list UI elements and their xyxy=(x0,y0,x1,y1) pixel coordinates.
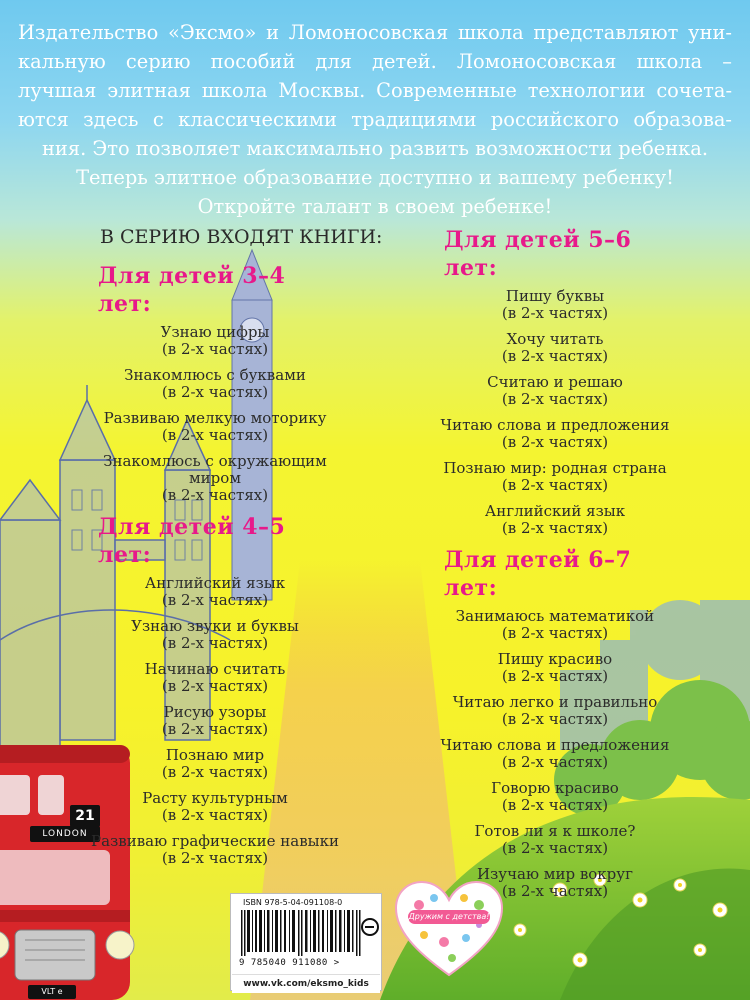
book-title: Хочу читать xyxy=(506,330,604,348)
book-title: Развиваю графические навыки xyxy=(91,832,339,850)
book-parts: (в 2-х частях) xyxy=(501,710,609,728)
isbn-label: ISBN 978-5-04-091108-0 xyxy=(243,898,343,907)
book-parts: (в 2-х частях) xyxy=(501,796,609,814)
book-parts: (в 2-х частях) xyxy=(161,340,269,358)
book-item xyxy=(90,833,340,867)
book-title: Знакомлюсь с окружающим миром xyxy=(103,452,327,487)
book-title: Начинаю считать xyxy=(144,660,286,678)
book-item xyxy=(90,367,340,401)
intro-line: ния. Это позволяет максимально развить возможности ребенка. xyxy=(42,137,708,160)
heart-sticker-text: Дружим с детства! xyxy=(408,912,490,921)
book-parts: (в 2-х частях) xyxy=(501,882,609,900)
book-title: Расту культурным xyxy=(142,789,288,807)
book-item xyxy=(430,737,680,771)
book-parts: (в 2-х частях) xyxy=(161,677,269,695)
book-title: Читаю легко и правильно xyxy=(452,693,658,711)
age-heading: Для детей 6–7 лет: xyxy=(444,547,632,601)
book-item xyxy=(90,747,340,781)
book-item xyxy=(90,661,340,695)
book-parts: (в 2-х частях) xyxy=(501,667,609,685)
intro-line: кальную серию пособий для детей. Ломоносовская школа – xyxy=(18,50,732,73)
series-title: В СЕРИЮ ВХОДЯТ КНИГИ: xyxy=(100,226,383,248)
intro-line: Откройте талант в своем ребенке! xyxy=(197,195,553,218)
book-title: Познаю мир xyxy=(165,746,265,764)
book-parts: (в 2-х частях) xyxy=(161,720,269,738)
age-heading: Для детей 5–6 лет: xyxy=(444,227,632,281)
book-parts: (в 2-х частях) xyxy=(161,763,269,781)
book-title: Английский язык xyxy=(484,502,626,520)
book-item xyxy=(430,417,680,451)
book-parts: (в 2-х частях) xyxy=(501,753,609,771)
book-item xyxy=(90,453,340,504)
book-item xyxy=(430,460,680,494)
age-group-4-5 xyxy=(90,513,340,867)
intro-line: ются здесь с классическими традициями российского образова- xyxy=(18,108,732,131)
book-item xyxy=(430,288,680,322)
book-item xyxy=(90,324,340,358)
intro-text xyxy=(18,18,732,221)
book-parts: (в 2-х частях) xyxy=(161,486,269,504)
age-group-5-6 xyxy=(430,226,680,537)
book-list-left xyxy=(90,262,340,876)
book-parts: (в 2-х частях) xyxy=(161,849,269,867)
bus-destination: LONDON xyxy=(42,829,88,839)
book-title: Читаю слова и предложения xyxy=(440,736,670,754)
book-parts: (в 2-х частях) xyxy=(161,426,269,444)
intro-line: Теперь элитное образование доступно и вашему ребенку! xyxy=(76,166,674,189)
book-item xyxy=(430,608,680,642)
book-title: Познаю мир: родная страна xyxy=(443,459,667,477)
book-title: Читаю слова и предложения xyxy=(440,416,670,434)
book-parts: (в 2-х частях) xyxy=(501,624,609,642)
heart-sticker-icon xyxy=(394,880,504,980)
book-parts: (в 2-х частях) xyxy=(501,519,609,537)
book-item xyxy=(90,618,340,652)
book-item xyxy=(430,694,680,728)
book-parts: (в 2-х частях) xyxy=(161,806,269,824)
intro-line: Издательство «Эксмо» и Ломоносовская школа представляют уни- xyxy=(18,21,732,44)
book-parts: (в 2-х частях) xyxy=(161,634,269,652)
book-item xyxy=(90,410,340,444)
bus-route-number: 21 xyxy=(75,808,95,824)
book-title: Знакомлюсь с буквами xyxy=(124,366,306,384)
book-parts: (в 2-х частях) xyxy=(501,304,609,322)
age-group-3-4 xyxy=(90,262,340,504)
book-item xyxy=(90,575,340,609)
book-item xyxy=(430,823,680,857)
book-title: Рисую узоры xyxy=(163,703,267,721)
book-title: Пишу буквы xyxy=(505,287,605,305)
eksmo-logo-icon xyxy=(361,918,379,936)
book-parts: (в 2-х частях) xyxy=(501,476,609,494)
book-title: Считаю и решаю xyxy=(487,373,623,391)
book-parts: (в 2-х частях) xyxy=(501,433,609,451)
book-parts: (в 2-х частях) xyxy=(161,383,269,401)
book-item xyxy=(90,790,340,824)
book-item xyxy=(430,503,680,537)
book-title: Говорю красиво xyxy=(491,779,619,797)
book-title: Изучаю мир вокруг xyxy=(477,865,633,883)
book-parts: (в 2-х частях) xyxy=(161,591,269,609)
intro-line: лучшая элитная школа Москвы. Современные технологии сочета- xyxy=(18,79,732,102)
book-item xyxy=(430,651,680,685)
bus-plate: VLT e xyxy=(41,987,63,996)
book-title: Узнаю звуки и буквы xyxy=(131,617,299,635)
book-title: Узнаю цифры xyxy=(160,323,270,341)
book-parts: (в 2-х частях) xyxy=(501,839,609,857)
book-parts: (в 2-х частях) xyxy=(501,390,609,408)
book-title: Занимаюсь математикой xyxy=(455,607,655,625)
book-item xyxy=(430,780,680,814)
vk-url[interactable]: www.vk.com/eksmo_kids xyxy=(232,974,380,993)
book-list-right xyxy=(430,226,680,909)
age-heading: Для детей 4–5 лет: xyxy=(98,514,286,568)
age-heading: Для детей 3–4 лет: xyxy=(98,263,286,317)
book-item xyxy=(430,331,680,365)
book-item xyxy=(90,704,340,738)
book-title: Развиваю мелкую моторику xyxy=(103,409,327,427)
barcode-number: 9 785040 911080 > xyxy=(239,958,340,968)
book-item xyxy=(430,374,680,408)
book-title: Английский язык xyxy=(144,574,286,592)
barcode-bars xyxy=(241,910,361,956)
book-title: Готов ли я к школе? xyxy=(474,822,636,840)
book-title: Пишу красиво xyxy=(497,650,613,668)
book-parts: (в 2-х частях) xyxy=(501,347,609,365)
age-group-6-7 xyxy=(430,546,680,900)
